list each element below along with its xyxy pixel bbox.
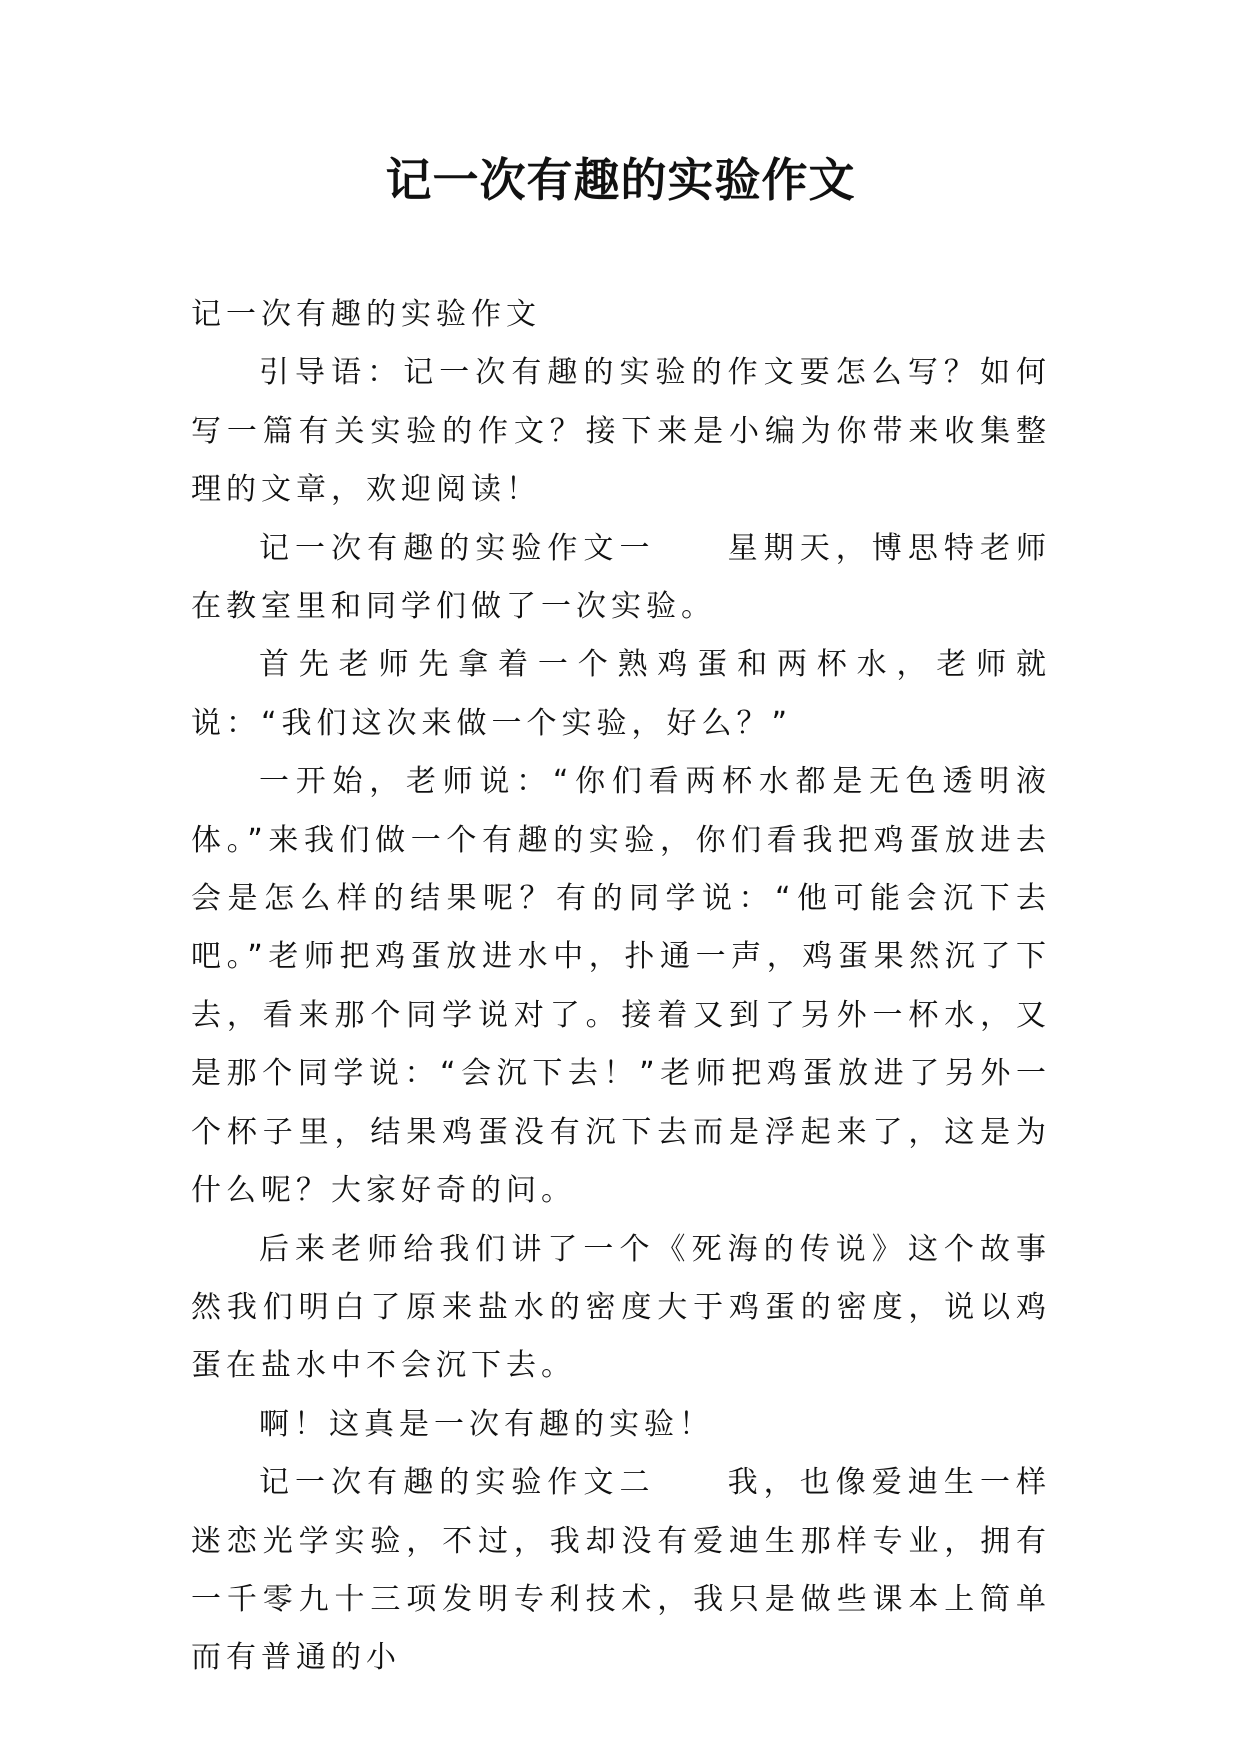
paragraph-essay-one-start: 记一次有趣的实验作文一 星期天，博思特老师在教室里和同学们做了一次实验。 — [191, 530, 1051, 625]
document-title: 记一次有趣的实验作文 — [385, 153, 856, 207]
paragraph-essay-two-start: 记一次有趣的实验作文二 我，也像爱迪生一样迷恋光学实验，不过，我却没有爱迪生那样专业，拥有一千零九十三项发明专利技术，我只是做些课本上简单而有普通的小 — [191, 1465, 1051, 1676]
paragraph: 一开始，老师说：“你们看两杯水都是无色透明液体。”来我们做一个有趣的实验，你们看我把鸡蛋放进去会是怎么样的结果呢？有的同学说：“他可能会沉下去吧。”老师把鸡蛋放进水中，扑通一声，鸡蛋果然沉了下去，看来那个同学说对了。接着又到了另外一杯水，又是那个同学说：“会沉下去！”老师把鸡蛋放进了另外一个杯子里，结果鸡蛋没有沉下去而是浮起来了，这是为什么呢？大家好奇的问。 — [191, 764, 1051, 1209]
paragraph-heading: 记一次有趣的实验作文 — [191, 297, 541, 332]
paragraph: 首先老师先拿着一个熟鸡蛋和两杯水，老师就说：“我们这次来做一个实验，好么？” — [191, 647, 1051, 741]
paragraph: 后来老师给我们讲了一个《死海的传说》这个故事然我们明白了原来盐水的密度大于鸡蛋的密度，说以鸡蛋在盐水中不会沉下去。 — [191, 1231, 1051, 1384]
document-body — [191, 286, 1051, 1688]
paragraph-intro: 引导语：记一次有趣的实验的作文要怎么写？如何写一篇有关实验的作文？接下来是小编为你带来收集整理的文章，欢迎阅读！ — [191, 355, 1051, 508]
paragraph: 啊！这真是一次有趣的实验！ — [259, 1406, 714, 1442]
